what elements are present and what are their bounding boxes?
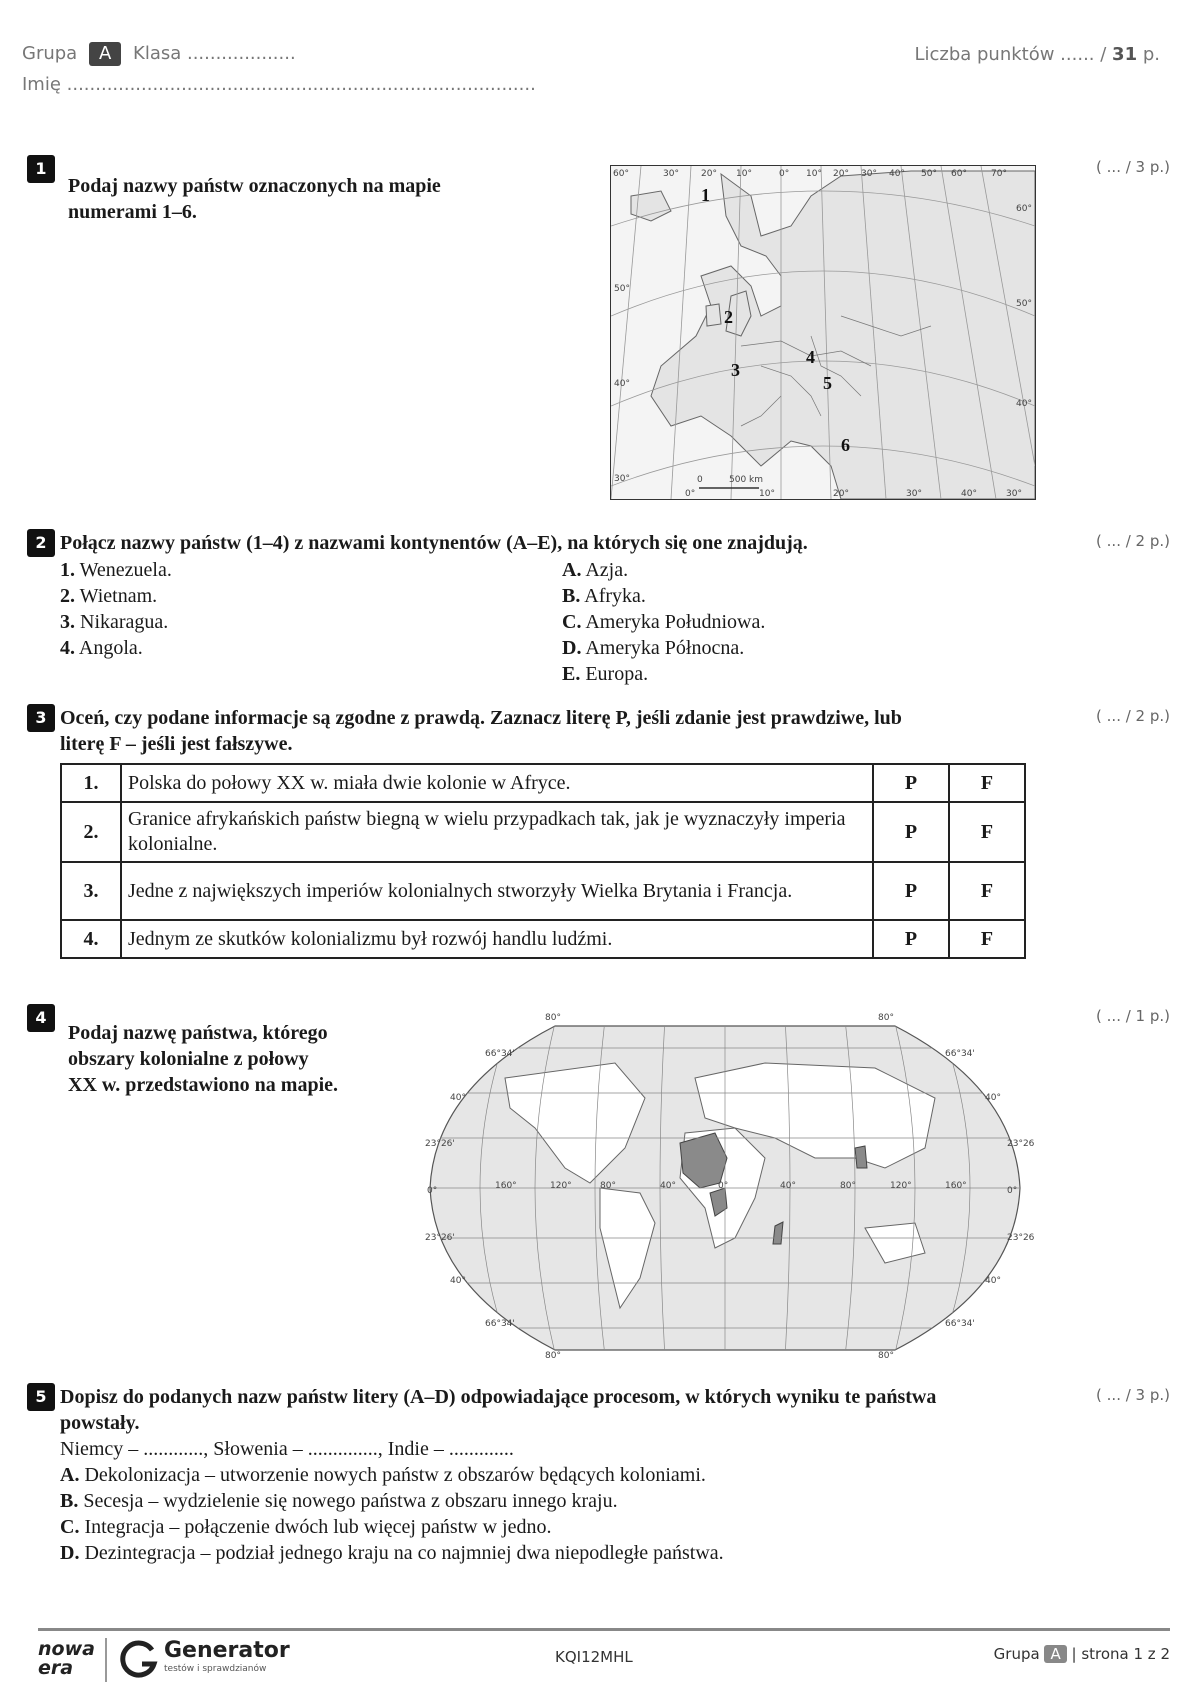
map-coordinate-label: 66°34' bbox=[485, 1319, 515, 1329]
question-2-title: Połącz nazwy państw (1–4) z nazwami kontynentów (A–E), na których się one znajdują. bbox=[60, 532, 808, 554]
map-coordinate-label: 30° bbox=[1006, 489, 1022, 499]
footer-logo-separator bbox=[105, 1638, 107, 1682]
footer-page-info: Grupa A | strona 1 z 2 bbox=[993, 1645, 1170, 1663]
map-coordinate-label: 40° bbox=[450, 1093, 466, 1103]
map-coordinate-label: 60° bbox=[1016, 204, 1032, 214]
false-option[interactable]: F bbox=[949, 920, 1025, 958]
name-field: Imię .................................................................................. bbox=[22, 74, 536, 95]
map-coordinate-label: 20° bbox=[833, 169, 849, 179]
map-coordinate-label: 23°26' bbox=[1007, 1233, 1035, 1243]
map-coordinate-label: 70° bbox=[991, 169, 1007, 179]
map-coordinate-label: 66°34' bbox=[485, 1049, 515, 1059]
scale-label: 500 km bbox=[729, 475, 764, 485]
footer-divider bbox=[38, 1628, 1170, 1631]
true-option[interactable]: P bbox=[873, 920, 949, 958]
map-coordinate-label: 80° bbox=[545, 1351, 561, 1361]
map-coordinate-label: 30° bbox=[663, 169, 679, 179]
map-coordinate-label: 23°26' bbox=[425, 1233, 455, 1243]
q2-left-list bbox=[60, 557, 172, 661]
q2-right-list bbox=[562, 557, 765, 687]
question-5-points: ( ... / 3 p.) bbox=[1096, 1386, 1170, 1404]
europe-map-svg bbox=[611, 166, 1035, 499]
list-item: 2. Wietnam. bbox=[60, 585, 158, 607]
false-option[interactable]: F bbox=[949, 764, 1025, 802]
points-total: Liczba punktów ...... / 31 p. bbox=[914, 44, 1160, 65]
question-1-number: 1 bbox=[27, 155, 55, 183]
map-coordinate-label: 160° bbox=[945, 1181, 967, 1191]
map-number-5: 5 bbox=[823, 373, 832, 393]
generator-logo-text: Generator testów i sprawdzianów bbox=[164, 1638, 290, 1674]
map-coordinate-label: 50° bbox=[614, 284, 630, 294]
map-coordinate-label: 60° bbox=[951, 169, 967, 179]
list-item: E. Europa. bbox=[562, 663, 649, 685]
q5-options-list bbox=[60, 1462, 724, 1566]
map-coordinate-label: 0° bbox=[718, 1181, 729, 1191]
group-badge: A bbox=[89, 42, 121, 66]
question-4-number: 4 bbox=[27, 1004, 55, 1032]
list-item: A. Dekolonizacja – utworzenie nowych państw z obszarów będących koloniami. bbox=[60, 1464, 706, 1486]
row-number: 1. bbox=[61, 764, 121, 802]
group-label: Grupa bbox=[22, 43, 78, 64]
map-coordinate-label: 40° bbox=[614, 379, 630, 389]
list-item: C. Ameryka Południowa. bbox=[562, 611, 766, 633]
list-item: B. Afryka. bbox=[562, 585, 646, 607]
statement-text: Granice afrykańskich państw biegną w wielu przypadkach tak, jak je wyznaczyły imperia kolonialne. bbox=[121, 802, 873, 862]
map-coordinate-label: 23°26' bbox=[425, 1139, 455, 1149]
map-coordinate-label: 40° bbox=[985, 1093, 1001, 1103]
table-row bbox=[61, 862, 1025, 920]
true-option[interactable]: P bbox=[873, 764, 949, 802]
map-coordinate-label: 10° bbox=[806, 169, 822, 179]
nowa-era-logo: nowa era bbox=[38, 1638, 95, 1679]
true-option[interactable]: P bbox=[873, 862, 949, 920]
europe-map bbox=[610, 165, 1036, 500]
map-coordinate-label: 40° bbox=[889, 169, 905, 179]
map-coordinate-label: 0° bbox=[779, 169, 790, 179]
list-item: 4. Angola. bbox=[60, 637, 143, 659]
class-field: Klasa ................... bbox=[133, 43, 296, 64]
map-coordinate-label: 80° bbox=[600, 1181, 616, 1191]
row-number: 4. bbox=[61, 920, 121, 958]
table-row bbox=[61, 802, 1025, 862]
map-coordinate-label: 30° bbox=[861, 169, 877, 179]
generator-g-icon bbox=[120, 1640, 160, 1680]
row-number: 3. bbox=[61, 862, 121, 920]
map-coordinate-label: 10° bbox=[736, 169, 752, 179]
row-number: 2. bbox=[61, 802, 121, 862]
question-1-title: Podaj nazwy państw oznaczonych na mapie numerami 1–6. bbox=[68, 175, 441, 223]
map-number-6: 6 bbox=[841, 435, 850, 455]
map-coordinate-label: 66°34' bbox=[945, 1049, 975, 1059]
list-item: 3. Nikaragua. bbox=[60, 611, 169, 633]
statement-text: Jednym ze skutków kolonializmu był rozwój handlu ludźmi. bbox=[121, 920, 873, 958]
list-item: A. Azja. bbox=[562, 559, 629, 581]
map-coordinate-label: 0° bbox=[427, 1186, 438, 1196]
list-item: D. Dezintegracja – podział jednego kraju na co najmniej dwa niepodległe państwa. bbox=[60, 1542, 724, 1564]
statement-text: Jedne z największych imperiów kolonialnych stworzyły Wielka Brytania i Francja. bbox=[121, 862, 873, 920]
table-row bbox=[61, 920, 1025, 958]
document-code: KQI12MHL bbox=[555, 1648, 633, 1666]
list-item: B. Secesja – wydzielenie się nowego państwa z obszaru innego kraju. bbox=[60, 1490, 618, 1512]
question-4-title: Podaj nazwę państwa, którego obszary kolonialne z połowy XX w. przedstawiono na mapie. bbox=[68, 1022, 339, 1096]
statement-text: Polska do połowy XX w. miała dwie kolonie w Afryce. bbox=[121, 764, 873, 802]
map-coordinate-label: 80° bbox=[878, 1351, 894, 1361]
question-5-title: Dopisz do podanych nazw państw litery (A–D) odpowiadające procesom, w których wyniku te państwa powstały. bbox=[60, 1386, 937, 1434]
map-coordinate-label: 50° bbox=[921, 169, 937, 179]
list-item: D. Ameryka Północna. bbox=[562, 637, 745, 659]
q5-countries-line: Niemcy – ............, Słowenia – .............., Indie – ............. bbox=[60, 1438, 514, 1460]
map-number-4: 4 bbox=[806, 347, 815, 367]
map-coordinate-label: 40° bbox=[780, 1181, 796, 1191]
map-coordinate-label: 66°34' bbox=[945, 1319, 975, 1329]
map-coordinate-label: 23°26' bbox=[1007, 1139, 1035, 1149]
header-group-row bbox=[22, 42, 296, 66]
map-coordinate-label: 120° bbox=[890, 1181, 912, 1191]
map-coordinate-label: 50° bbox=[1016, 299, 1032, 309]
question-4-points: ( ... / 1 p.) bbox=[1096, 1007, 1170, 1025]
question-3-points: ( ... / 2 p.) bbox=[1096, 707, 1170, 725]
map-coordinate-label: 60° bbox=[613, 169, 629, 179]
map-coordinate-label: 40° bbox=[985, 1276, 1001, 1286]
map-coordinate-label: 20° bbox=[833, 489, 849, 499]
map-coordinate-label: 30° bbox=[906, 489, 922, 499]
question-2-number: 2 bbox=[27, 529, 55, 557]
map-number-3: 3 bbox=[731, 360, 740, 380]
map-coordinate-label: 20° bbox=[701, 169, 717, 179]
map-coordinate-label: 160° bbox=[495, 1181, 517, 1191]
map-coordinate-label: 120° bbox=[550, 1181, 572, 1191]
false-option[interactable]: F bbox=[949, 862, 1025, 920]
map-number-1: 1 bbox=[701, 185, 710, 205]
map-coordinate-label: 40° bbox=[961, 489, 977, 499]
footer-group-badge: A bbox=[1044, 1645, 1066, 1663]
list-item: 1. Wenezuela. bbox=[60, 559, 172, 581]
question-1-points: ( ... / 3 p.) bbox=[1096, 158, 1170, 176]
map-coordinate-label: 80° bbox=[840, 1181, 856, 1191]
table-row bbox=[61, 764, 1025, 802]
map-coordinate-label: 40° bbox=[1016, 399, 1032, 409]
true-option[interactable]: P bbox=[873, 802, 949, 862]
map-coordinate-label: 40° bbox=[660, 1181, 676, 1191]
world-map bbox=[415, 1008, 1035, 1368]
map-coordinate-label: 0° bbox=[1007, 1186, 1018, 1196]
true-false-table bbox=[60, 763, 1026, 959]
map-coordinate-label: 80° bbox=[545, 1013, 561, 1023]
world-map-svg bbox=[415, 1008, 1035, 1368]
question-3-number: 3 bbox=[27, 704, 55, 732]
question-3-title: Oceń, czy podane informacje są zgodne z prawdą. Zaznacz literę P, jeśli zdanie jest prawdziwe, lub literę F – jeśli jest fałszywe. bbox=[60, 707, 902, 755]
list-item: C. Integracja – połączenie dwóch lub więcej państw w jedno. bbox=[60, 1516, 552, 1538]
map-coordinate-label: 10° bbox=[759, 489, 775, 499]
question-2-points: ( ... / 2 p.) bbox=[1096, 532, 1170, 550]
question-5-number: 5 bbox=[27, 1383, 55, 1411]
map-coordinate-label: 40° bbox=[450, 1276, 466, 1286]
false-option[interactable]: F bbox=[949, 802, 1025, 862]
scale-zero: 0 bbox=[697, 475, 703, 485]
map-coordinate-label: 0° bbox=[685, 489, 696, 499]
map-coordinate-label: 30° bbox=[614, 474, 630, 484]
map-coordinate-label: 80° bbox=[878, 1013, 894, 1023]
map-number-2: 2 bbox=[724, 307, 733, 327]
